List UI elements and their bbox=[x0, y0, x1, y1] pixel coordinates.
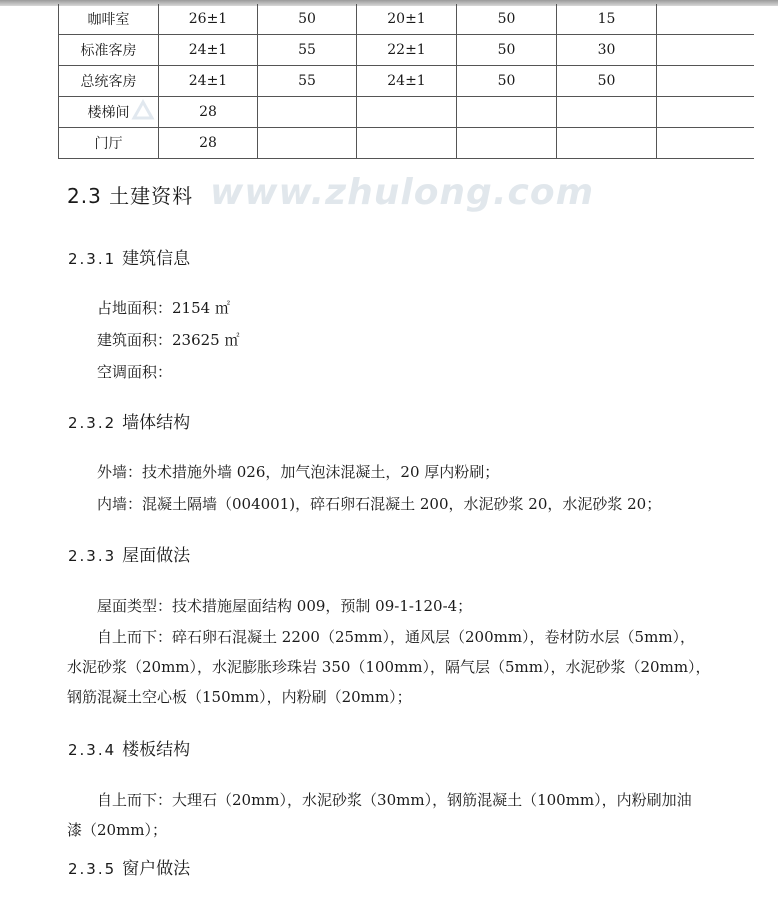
table-cell: 24±1 bbox=[159, 66, 258, 97]
table-cell: 55 bbox=[258, 35, 357, 66]
table-cell bbox=[557, 128, 657, 159]
table-cell bbox=[258, 97, 357, 128]
table-cell bbox=[657, 97, 755, 128]
section-2-3-3-heading bbox=[68, 541, 190, 566]
table-cell: 24±1 bbox=[159, 35, 258, 66]
section-number: 2.3.1 bbox=[68, 250, 117, 268]
table-cell: 26±1 bbox=[159, 4, 258, 35]
room-name-cell: 门厅 bbox=[59, 128, 159, 159]
table-cell bbox=[657, 4, 755, 35]
section-number: 2.3.5 bbox=[68, 860, 117, 878]
section-title: 楼板结构 bbox=[122, 740, 191, 760]
table-cell: 50 bbox=[457, 35, 557, 66]
table-cell: 50 bbox=[457, 66, 557, 97]
table-cell bbox=[657, 35, 755, 66]
section-number: 2.3.2 bbox=[68, 414, 117, 432]
watermark: www.zhulong.com bbox=[210, 172, 595, 213]
table-cell: 55 bbox=[258, 66, 357, 97]
section-title: 墙体结构 bbox=[122, 413, 191, 433]
room-name-cell: 总统客房 bbox=[59, 66, 159, 97]
room-name-cell: 咖啡室 bbox=[59, 4, 159, 35]
table-row bbox=[59, 66, 755, 97]
table-cell bbox=[357, 128, 457, 159]
floor-layers-line-2: 漆（20mm）； bbox=[67, 821, 168, 839]
interior-wall-line: 内墙：混凝土隔墙（004001)，碎石卵石混凝土 200，水泥砂浆 20，水泥砂浆 20； bbox=[97, 495, 662, 513]
table-row bbox=[59, 35, 755, 66]
room-name-cell: 楼梯间 bbox=[59, 97, 159, 128]
room-name-cell: 标准客房 bbox=[59, 35, 159, 66]
table-cell bbox=[657, 66, 755, 97]
table-row bbox=[59, 4, 755, 35]
site-area-line: 占地面积：2154 ㎡ bbox=[97, 299, 230, 317]
exterior-wall-line: 外墙：技术措施外墙 026，加气泡沫混凝土，20 厚内粉刷； bbox=[97, 463, 500, 481]
roof-type-line: 屋面类型：技术措施屋面结构 009，预制 09-1-120-4； bbox=[97, 597, 473, 615]
section-number: 2.3.4 bbox=[68, 741, 117, 759]
table-cell bbox=[457, 128, 557, 159]
table-cell: 22±1 bbox=[357, 35, 457, 66]
table-row bbox=[59, 97, 755, 128]
table-cell: 24±1 bbox=[357, 66, 457, 97]
section-2-3-4-heading bbox=[68, 735, 190, 760]
watermark-logo-icon bbox=[128, 96, 158, 126]
table-cell: 50 bbox=[457, 4, 557, 35]
table-cell: 50 bbox=[258, 4, 357, 35]
table-cell bbox=[357, 97, 457, 128]
table-cell: 30 bbox=[557, 35, 657, 66]
table-cell: 28 bbox=[159, 97, 258, 128]
ac-area-line: 空调面积： bbox=[97, 363, 173, 381]
building-area-line: 建筑面积：23625 ㎡ bbox=[97, 331, 240, 349]
table-cell: 28 bbox=[159, 128, 258, 159]
section-title: 窗户做法 bbox=[122, 859, 191, 879]
roof-layers-line-2: 水泥砂浆（20mm），水泥膨胀珍珠岩 350（100mm），隔气层（5mm），水泥砂浆（20mm）， bbox=[67, 658, 711, 676]
table-cell: 50 bbox=[557, 66, 657, 97]
table-cell bbox=[657, 128, 755, 159]
table-cell: 20±1 bbox=[357, 4, 457, 35]
section-2-3-1-heading bbox=[68, 244, 190, 269]
section-number: 2.3.3 bbox=[68, 547, 117, 565]
roof-layers-line-1: 自上而下：碎石卵石混凝土 2200（25mm），通风层（200mm），卷材防水层（5mm）， bbox=[97, 628, 696, 646]
table-cell: 15 bbox=[557, 4, 657, 35]
table-cell bbox=[457, 97, 557, 128]
section-2-3-title: 2.3 土建资料 bbox=[67, 184, 194, 208]
hvac-parameter-table bbox=[58, 4, 754, 159]
table-row bbox=[59, 128, 755, 159]
roof-layers-line-3: 钢筋混凝土空心板（150mm），内粉刷（20mm）； bbox=[67, 688, 412, 706]
section-2-3-2-heading bbox=[68, 408, 190, 433]
table-cell bbox=[258, 128, 357, 159]
floor-layers-line-1: 自上而下：大理石（20mm），水泥砂浆（30mm），钢筋混凝土（100mm），内粉刷加油 bbox=[97, 791, 692, 809]
section-title: 屋面做法 bbox=[122, 546, 191, 566]
section-title: 建筑信息 bbox=[122, 249, 191, 269]
section-2-3-5-heading bbox=[68, 854, 190, 879]
table-cell bbox=[557, 97, 657, 128]
